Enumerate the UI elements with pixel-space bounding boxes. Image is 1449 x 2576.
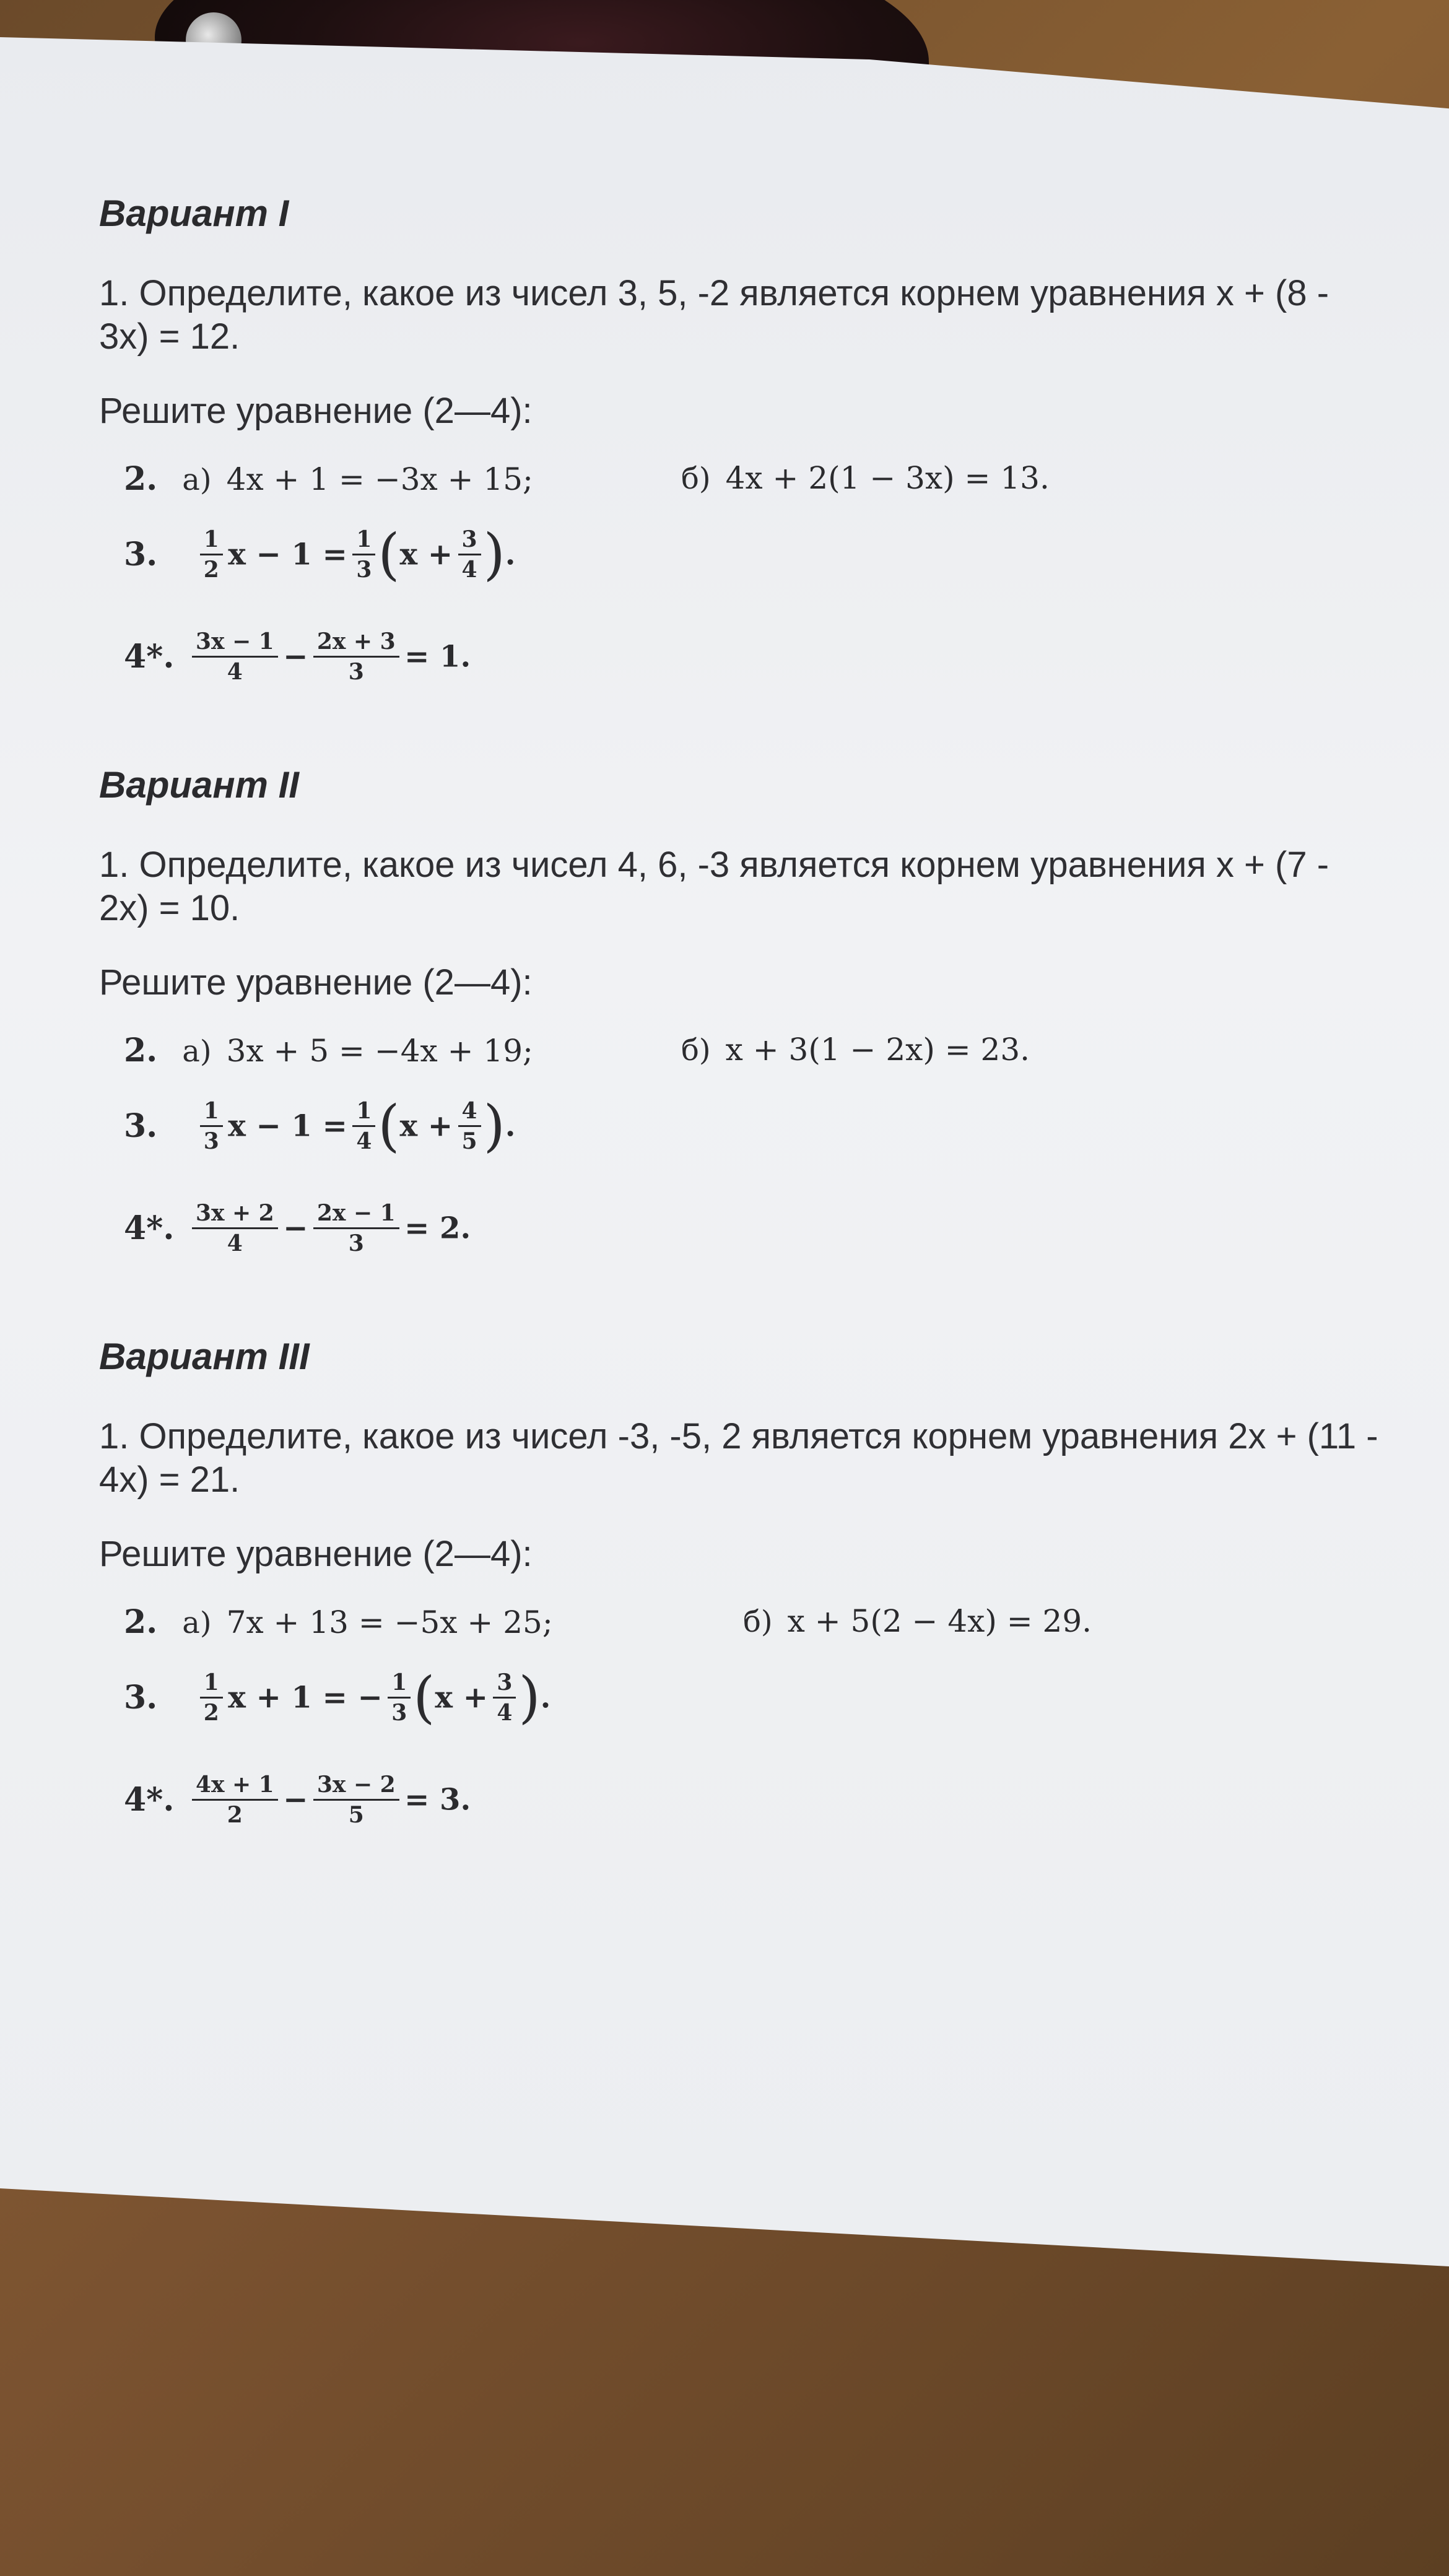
expression-part: x + — [399, 1108, 453, 1144]
part-label: а) — [182, 1034, 212, 1069]
task-number: 2. — [124, 1032, 158, 1069]
fraction: $\frac{3}{4}$ — [458, 525, 481, 584]
variant-title: Вариант I — [99, 193, 289, 234]
variant-title: Вариант III — [99, 1336, 310, 1377]
fraction: $\frac{1}{3}$ — [388, 1668, 411, 1727]
worksheet — [99, 192, 1387, 1876]
task-number: 2. — [124, 1603, 158, 1641]
variant-3 — [99, 1335, 1387, 1863]
task-number: 3. — [124, 1679, 158, 1717]
expression-end: = 3. — [404, 1782, 471, 1817]
operator: − — [283, 1211, 308, 1246]
variant-title: Вариант II — [99, 764, 299, 806]
task-4 — [124, 1770, 1387, 1863]
expression-end: . — [540, 1680, 551, 1715]
part-label: б) — [681, 1033, 711, 1068]
task-2a — [124, 1032, 533, 1069]
expression-part: x − 1 = — [228, 1108, 347, 1144]
task-2 — [124, 1603, 1387, 1653]
solve-instruction: Решите уравнение (2—4): — [99, 962, 533, 1003]
task-number: 2. — [124, 460, 158, 498]
operator: − — [283, 639, 308, 674]
expression-end: . — [505, 1108, 516, 1144]
task-number: 3. — [124, 536, 158, 573]
task-4 — [124, 627, 1387, 720]
task-2 — [124, 460, 1387, 510]
equation: x + 3(1 − 2x) = 23. — [725, 1032, 1030, 1068]
fraction: $\frac{4x + 1}{2}$ — [192, 1770, 278, 1829]
expression-part: x − 1 = — [228, 537, 347, 572]
expression-end: . — [505, 537, 516, 572]
task-2a — [124, 460, 533, 498]
variant-2 — [99, 764, 1387, 1292]
equation: 4x + 1 = −3x + 15; — [226, 461, 533, 497]
fraction: $\frac{4}{5}$ — [458, 1097, 481, 1155]
task-1-text: 1. Определите, какое из чисел 3, 5, -2 является корнем уравнения x + (8 - 3x) = 12. — [99, 273, 1329, 357]
fraction: $\frac{2x - 1}{3}$ — [313, 1199, 399, 1258]
fraction: $\frac{3x + 2}{4}$ — [192, 1199, 278, 1258]
task-2a — [124, 1603, 553, 1641]
task-1-text: 1. Определите, какое из чисел -3, -5, 2 является корнем уравнения 2x + (11 - 4x) = 21. — [99, 1416, 1378, 1500]
equation: 4x + 2(1 − 3x) = 13. — [725, 460, 1050, 496]
fraction: $\frac{1}{2}$ — [200, 525, 223, 584]
part-label: а) — [182, 1606, 212, 1640]
equation: 7x + 13 = −5x + 25; — [226, 1604, 553, 1640]
task-2b — [743, 1603, 1092, 1639]
fraction: $\frac{2x + 3}{3}$ — [313, 627, 399, 686]
task-3: 3. $\frac{1}{2}$ x − 1 = $\frac{1}{3}$ (x + $\frac{3}{4}$ ). — [124, 522, 516, 587]
fraction: $\frac{1}{4}$ — [352, 1097, 375, 1155]
task-number: 4*. — [124, 638, 175, 676]
solve-instruction: Решите уравнение (2—4): — [99, 1534, 533, 1574]
equation: 3x + 5 = −4x + 19; — [226, 1033, 533, 1069]
fraction: $\frac{1}{3}$ — [200, 1097, 223, 1155]
part-label: б) — [681, 461, 711, 496]
task-3: 3. $\frac{1}{3}$ x − 1 = $\frac{1}{4}$ (x + $\frac{4}{5}$ ). — [124, 1094, 516, 1159]
solve-instruction: Решите уравнение (2—4): — [99, 391, 533, 431]
fraction: $\frac{3x - 2}{5}$ — [313, 1770, 399, 1829]
expression-end: = 1. — [404, 639, 471, 674]
task-number: 4*. — [124, 1781, 175, 1819]
expression-end: = 2. — [404, 1211, 471, 1246]
task-1-text: 1. Определите, какое из чисел 4, 6, -3 является корнем уравнения x + (7 - 2x) = 10. — [99, 845, 1329, 928]
task-2 — [124, 1032, 1387, 1081]
variant-1 — [99, 192, 1387, 720]
task-4 — [124, 1199, 1387, 1292]
task-2b — [681, 1032, 1030, 1068]
fraction: $\frac{1}{3}$ — [352, 525, 375, 584]
part-label: б) — [743, 1604, 773, 1639]
fraction: $\frac{3x - 1}{4}$ — [192, 627, 278, 686]
expression-part: x + — [399, 537, 453, 572]
task-3: 3. $\frac{1}{2}$ x + 1 = − $\frac{1}{3}$ (x + $\frac{3}{4}$ ). — [124, 1665, 551, 1730]
equation: x + 5(2 − 4x) = 29. — [787, 1603, 1092, 1639]
task-number: 3. — [124, 1107, 158, 1145]
part-label: а) — [182, 463, 212, 497]
task-number: 4*. — [124, 1209, 175, 1247]
expression-part: x + — [435, 1680, 488, 1715]
task-2b — [681, 460, 1050, 496]
fraction: $\frac{1}{2}$ — [200, 1668, 223, 1727]
operator: − — [283, 1782, 308, 1817]
fraction: $\frac{3}{4}$ — [493, 1668, 516, 1727]
expression-part: x + 1 = − — [228, 1680, 383, 1715]
